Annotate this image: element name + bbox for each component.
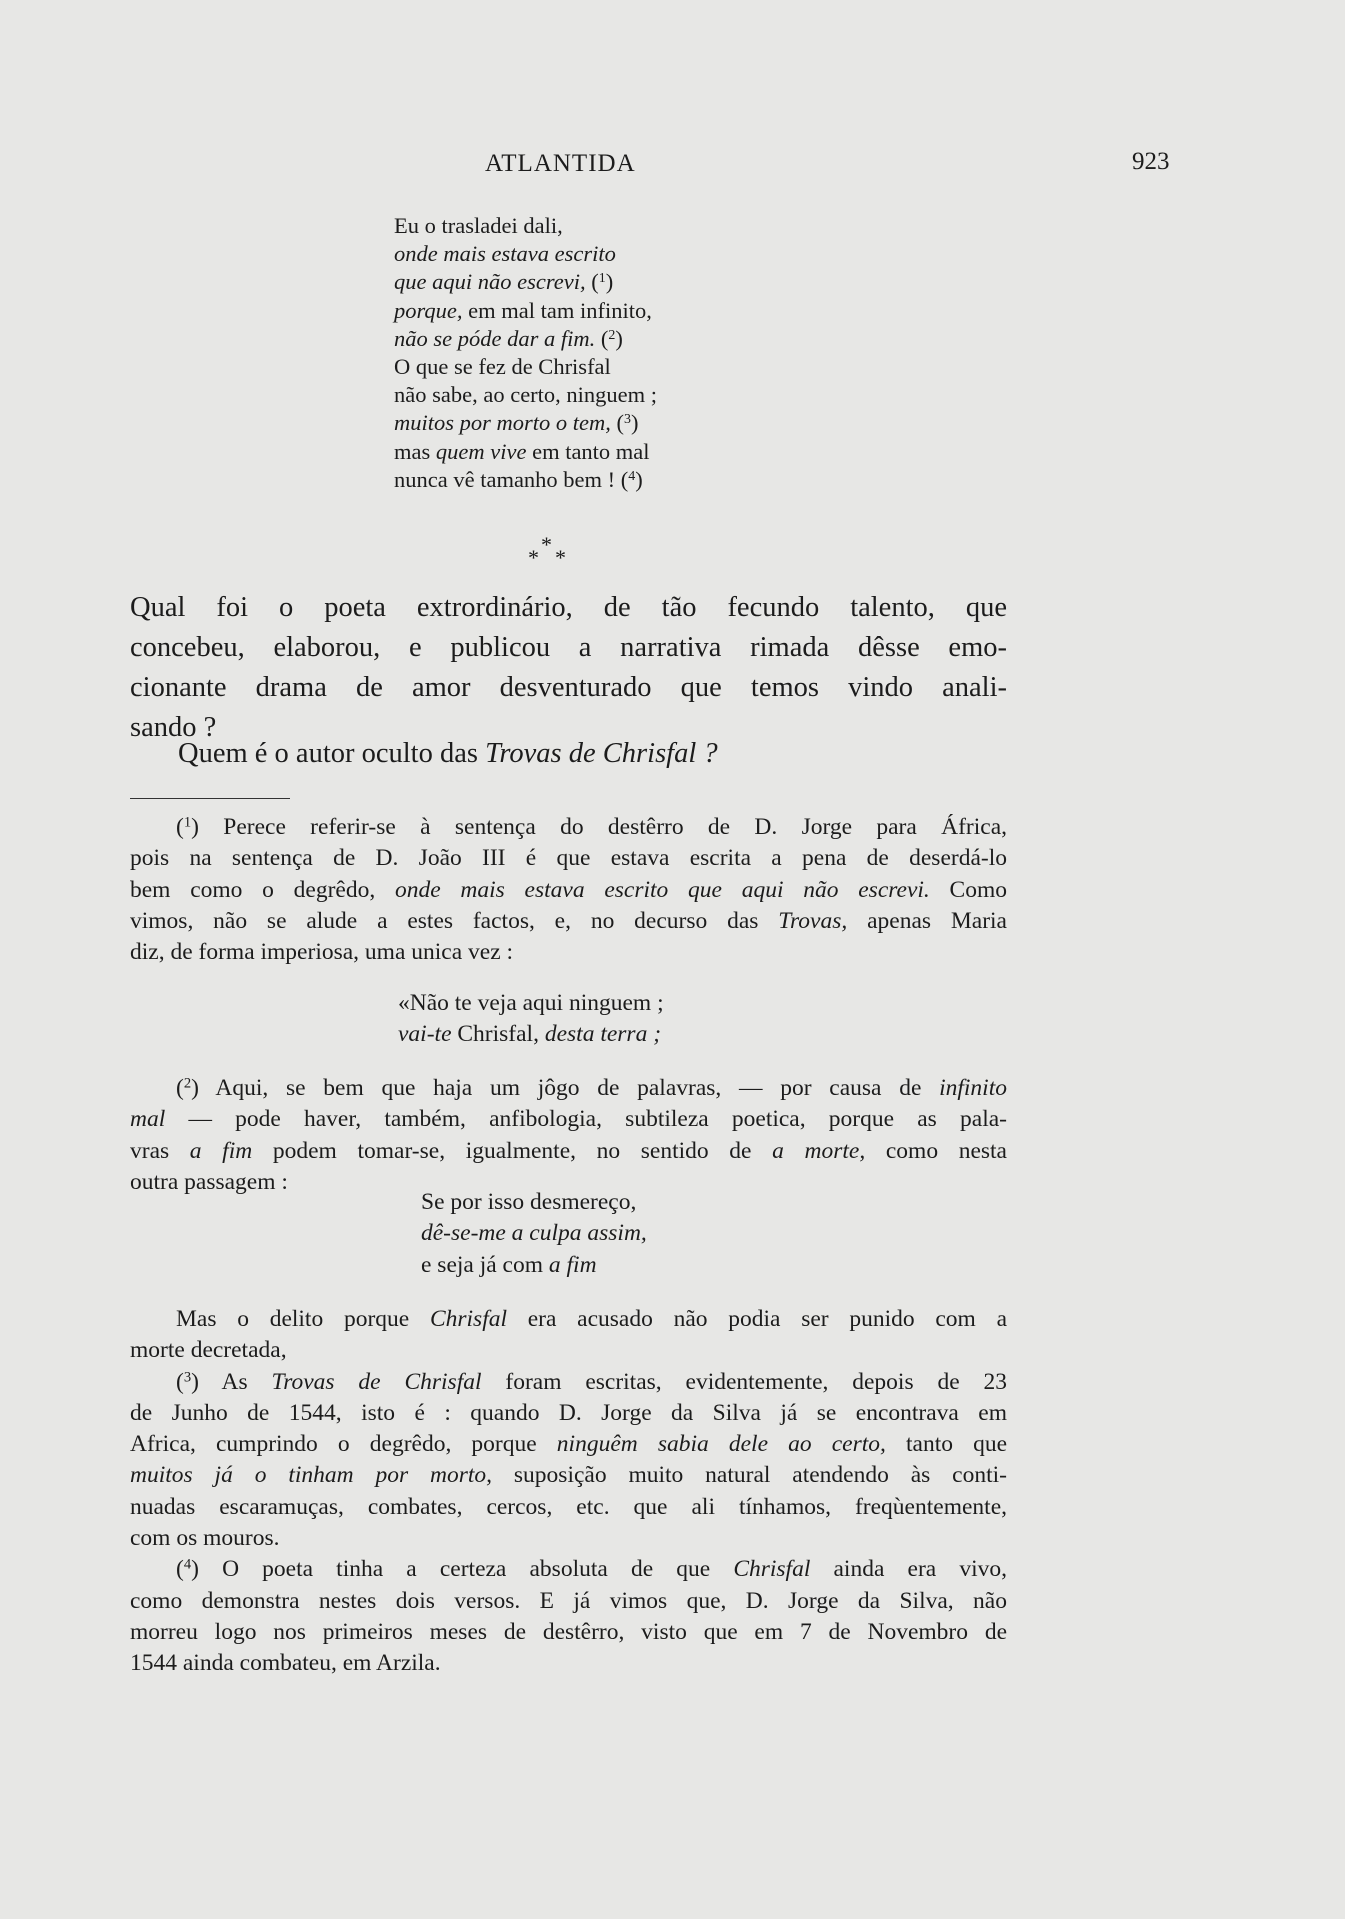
footnote-marker: 1 bbox=[183, 814, 192, 831]
text-run: ) bbox=[635, 466, 643, 492]
text-run: Se por isso desmereço, bbox=[421, 1189, 637, 1215]
verse-line bbox=[394, 409, 657, 437]
text-run: apenas Maria bbox=[847, 907, 1007, 934]
text-run: ( bbox=[610, 410, 625, 436]
italic-run: Trovas, bbox=[778, 907, 848, 934]
text-run: outra passagem : bbox=[130, 1168, 288, 1195]
footnote-marker: 2 bbox=[183, 1075, 192, 1092]
italic-run: a morte, bbox=[772, 1137, 866, 1164]
text-run: nunca vê tamanho bem ! ( bbox=[394, 466, 629, 492]
text-run: com os mouros. bbox=[130, 1525, 280, 1552]
text-run: nuadas escaramuças, combates, cercos, etc. que ali tínhamos, freqùentemente, bbox=[130, 1493, 1007, 1520]
text-run: Africa, cumprindo o degrêdo, porque bbox=[130, 1431, 557, 1458]
body-paragraph-1 bbox=[130, 588, 1007, 748]
text-run: Quem é o autor oculto das bbox=[178, 738, 486, 769]
text-run: Chrisfal, bbox=[451, 1021, 545, 1048]
text-run: O que se fez de Chrisfal bbox=[394, 354, 611, 380]
text-run: «Não te veja aqui ninguem ; bbox=[398, 990, 664, 1016]
text-line bbox=[130, 628, 1007, 668]
text-line bbox=[130, 1367, 1007, 1398]
asterism-ornament bbox=[528, 532, 568, 572]
text-line bbox=[130, 588, 1007, 628]
text-line bbox=[130, 1398, 1007, 1429]
italic-run: Trovas de Chrisfal ? bbox=[485, 738, 718, 769]
text-run: — pode haver, também, anfibologia, subtileza poetica, porque as pala- bbox=[165, 1106, 1007, 1133]
verse-line bbox=[398, 988, 664, 1019]
text-line bbox=[130, 1617, 1007, 1648]
text-line bbox=[130, 812, 1007, 843]
text-run: como nesta bbox=[865, 1137, 1007, 1164]
text-run: concebeu, elaborou, e publicou a narrativa rimada dêsse emo- bbox=[130, 632, 1007, 663]
text-line bbox=[130, 1304, 1007, 1335]
text-run: era acusado não podia ser punido com a bbox=[507, 1306, 1007, 1332]
poem-stanza bbox=[394, 212, 657, 494]
italic-run: ninguêm sabia dele ao certo, bbox=[556, 1431, 886, 1458]
italic-run: vai-te bbox=[398, 1021, 452, 1048]
text-run: Mas o delito porque bbox=[176, 1306, 430, 1332]
text-line bbox=[130, 843, 1007, 874]
text-run: ) Perece referir-se à sentença do destêrro de D. Jorge para África, bbox=[191, 814, 1007, 840]
text-run: e seja já com bbox=[421, 1251, 549, 1278]
text-line bbox=[130, 734, 1007, 774]
verse-line bbox=[421, 1250, 647, 1281]
text-run: tanto que bbox=[885, 1431, 1008, 1458]
text-run: de Junho de 1544, isto é : quando D. Jorge da Silva já se encontrava em bbox=[130, 1399, 1007, 1426]
footnote-marker: 4 bbox=[183, 1557, 192, 1574]
text-run: em tanto mal bbox=[526, 438, 650, 464]
page-number: 923 bbox=[1132, 148, 1170, 175]
footnote-2-quotation bbox=[421, 1187, 647, 1281]
text-line bbox=[130, 875, 1007, 906]
text-line bbox=[130, 1136, 1007, 1167]
text-line bbox=[130, 906, 1007, 937]
footnote-marker: 2 bbox=[608, 327, 616, 343]
italic-run: a fim bbox=[189, 1137, 253, 1164]
text-run: cionante drama de amor desventurado que temos vindo anali- bbox=[130, 672, 1007, 703]
asterism-star-top: * bbox=[541, 532, 552, 557]
body-paragraph-2 bbox=[130, 734, 1007, 774]
italic-run: Trovas de Chrisfal bbox=[271, 1368, 482, 1395]
text-run: ) bbox=[605, 269, 614, 295]
verse-line bbox=[421, 1187, 647, 1218]
text-run: ( bbox=[176, 814, 184, 840]
footnotes-3-and-4 bbox=[130, 1304, 1007, 1680]
footnote-marker: 3 bbox=[624, 412, 631, 428]
text-run: Como bbox=[929, 876, 1007, 903]
italic-run: Chrisfal bbox=[429, 1306, 508, 1332]
text-run: como demonstra nestes dois versos. E já vimos que, D. Jorge da Silva, não bbox=[130, 1587, 1007, 1614]
text-run: 1544 ainda combateu, em Arzila. bbox=[130, 1650, 441, 1677]
verse-line bbox=[394, 268, 657, 296]
asterism-star-right: * bbox=[555, 545, 566, 570]
italic-run: mal bbox=[130, 1106, 166, 1133]
text-line bbox=[130, 1073, 1007, 1104]
italic-run: dê-se-me a culpa assim, bbox=[421, 1220, 647, 1247]
text-run: ( bbox=[176, 1075, 184, 1101]
text-run: ( bbox=[176, 1368, 184, 1395]
running-header-title: ATLANTIDA bbox=[485, 150, 636, 177]
text-line bbox=[130, 937, 1007, 968]
text-run: podem tomar-se, igualmente, no sentido de bbox=[252, 1137, 773, 1164]
text-line bbox=[130, 1586, 1007, 1617]
asterism-star-left: * bbox=[528, 545, 539, 570]
text-run: diz, de forma imperiosa, uma unica vez : bbox=[130, 939, 514, 966]
text-run: bem como o degrêdo, bbox=[130, 876, 395, 903]
text-run: mas bbox=[394, 438, 436, 464]
verse-line bbox=[394, 438, 657, 466]
verse-line bbox=[421, 1218, 647, 1249]
italic-run: muitos já o tinham por morto, bbox=[130, 1462, 493, 1489]
text-line bbox=[130, 1429, 1007, 1460]
footnote-1-quotation bbox=[398, 988, 664, 1051]
verse-line bbox=[394, 325, 657, 353]
italic-run: a fim bbox=[548, 1251, 597, 1278]
text-run: ) bbox=[630, 410, 639, 436]
verse-line bbox=[394, 466, 657, 494]
text-run: ) bbox=[615, 325, 623, 351]
text-line bbox=[130, 1648, 1007, 1679]
italic-run: Chrisfal bbox=[733, 1556, 811, 1583]
italic-run: muitos por morto o tem, bbox=[394, 410, 611, 436]
italic-run: que aqui não escrevi, bbox=[394, 269, 586, 295]
italic-run: onde mais estava escrito que aqui não escrevi. bbox=[394, 876, 930, 903]
verse-line bbox=[394, 297, 657, 325]
text-run: ) As bbox=[191, 1368, 272, 1395]
text-run: ( bbox=[176, 1556, 184, 1583]
text-run: ainda era vivo, bbox=[810, 1556, 1007, 1583]
text-run: ( bbox=[595, 325, 609, 351]
text-run: foram escritas, evidentemente, depois de 23 bbox=[481, 1368, 1007, 1395]
text-run: não sabe, ao certo, ninguem ; bbox=[394, 382, 658, 408]
footnote-marker: 1 bbox=[598, 271, 606, 287]
text-run: Eu o trasladei dali, bbox=[394, 213, 563, 238]
footnote-2 bbox=[130, 1073, 1007, 1198]
text-run: vras bbox=[130, 1137, 190, 1164]
text-run: suposição muito natural atendendo às conti- bbox=[492, 1462, 1007, 1489]
italic-run: quem vive bbox=[435, 438, 527, 464]
text-line bbox=[130, 1492, 1007, 1523]
text-line bbox=[130, 1523, 1007, 1554]
footnote-marker: 4 bbox=[628, 468, 636, 484]
footnote-separator-rule bbox=[130, 798, 290, 799]
verse-line bbox=[394, 381, 657, 409]
italic-run: porque, bbox=[394, 297, 463, 323]
text-line bbox=[130, 1554, 1007, 1585]
verse-line bbox=[394, 212, 657, 240]
text-line bbox=[130, 1335, 1007, 1366]
text-line bbox=[130, 1460, 1007, 1491]
italic-run: desta terra ; bbox=[544, 1021, 662, 1048]
footnote-1 bbox=[130, 812, 1007, 968]
text-run: ( bbox=[585, 269, 599, 295]
verse-line bbox=[394, 240, 657, 268]
italic-run: não se póde dar a fim. bbox=[394, 325, 596, 351]
italic-run: infinito bbox=[939, 1075, 1007, 1101]
verse-line bbox=[398, 1019, 664, 1050]
text-run: sando ? bbox=[130, 712, 217, 743]
text-run: ) O poeta tinha a certeza absoluta de que bbox=[191, 1556, 734, 1583]
text-run: vimos, não se alude a estes factos, e, no decurso das bbox=[130, 907, 779, 934]
text-run: Qual foi o poeta extrordinário, de tão fecundo talento, que bbox=[130, 592, 1007, 623]
text-run: em mal tam infinito, bbox=[462, 297, 652, 323]
text-run: pois na sentença de D. João III é que estava escrita a pena de deserdá-lo bbox=[130, 845, 1007, 872]
text-line bbox=[130, 668, 1007, 708]
text-run: ) Aqui, se bem que haja um jôgo de palavras, — por causa de bbox=[191, 1075, 940, 1101]
text-run: morte decretada, bbox=[130, 1337, 287, 1364]
italic-run: onde mais estava escrito bbox=[394, 241, 616, 267]
text-run: morreu logo nos primeiros meses de destêrro, visto que em 7 de Novembro de bbox=[130, 1618, 1007, 1645]
verse-line bbox=[394, 353, 657, 381]
footnote-marker: 3 bbox=[183, 1369, 192, 1386]
text-line bbox=[130, 1104, 1007, 1135]
